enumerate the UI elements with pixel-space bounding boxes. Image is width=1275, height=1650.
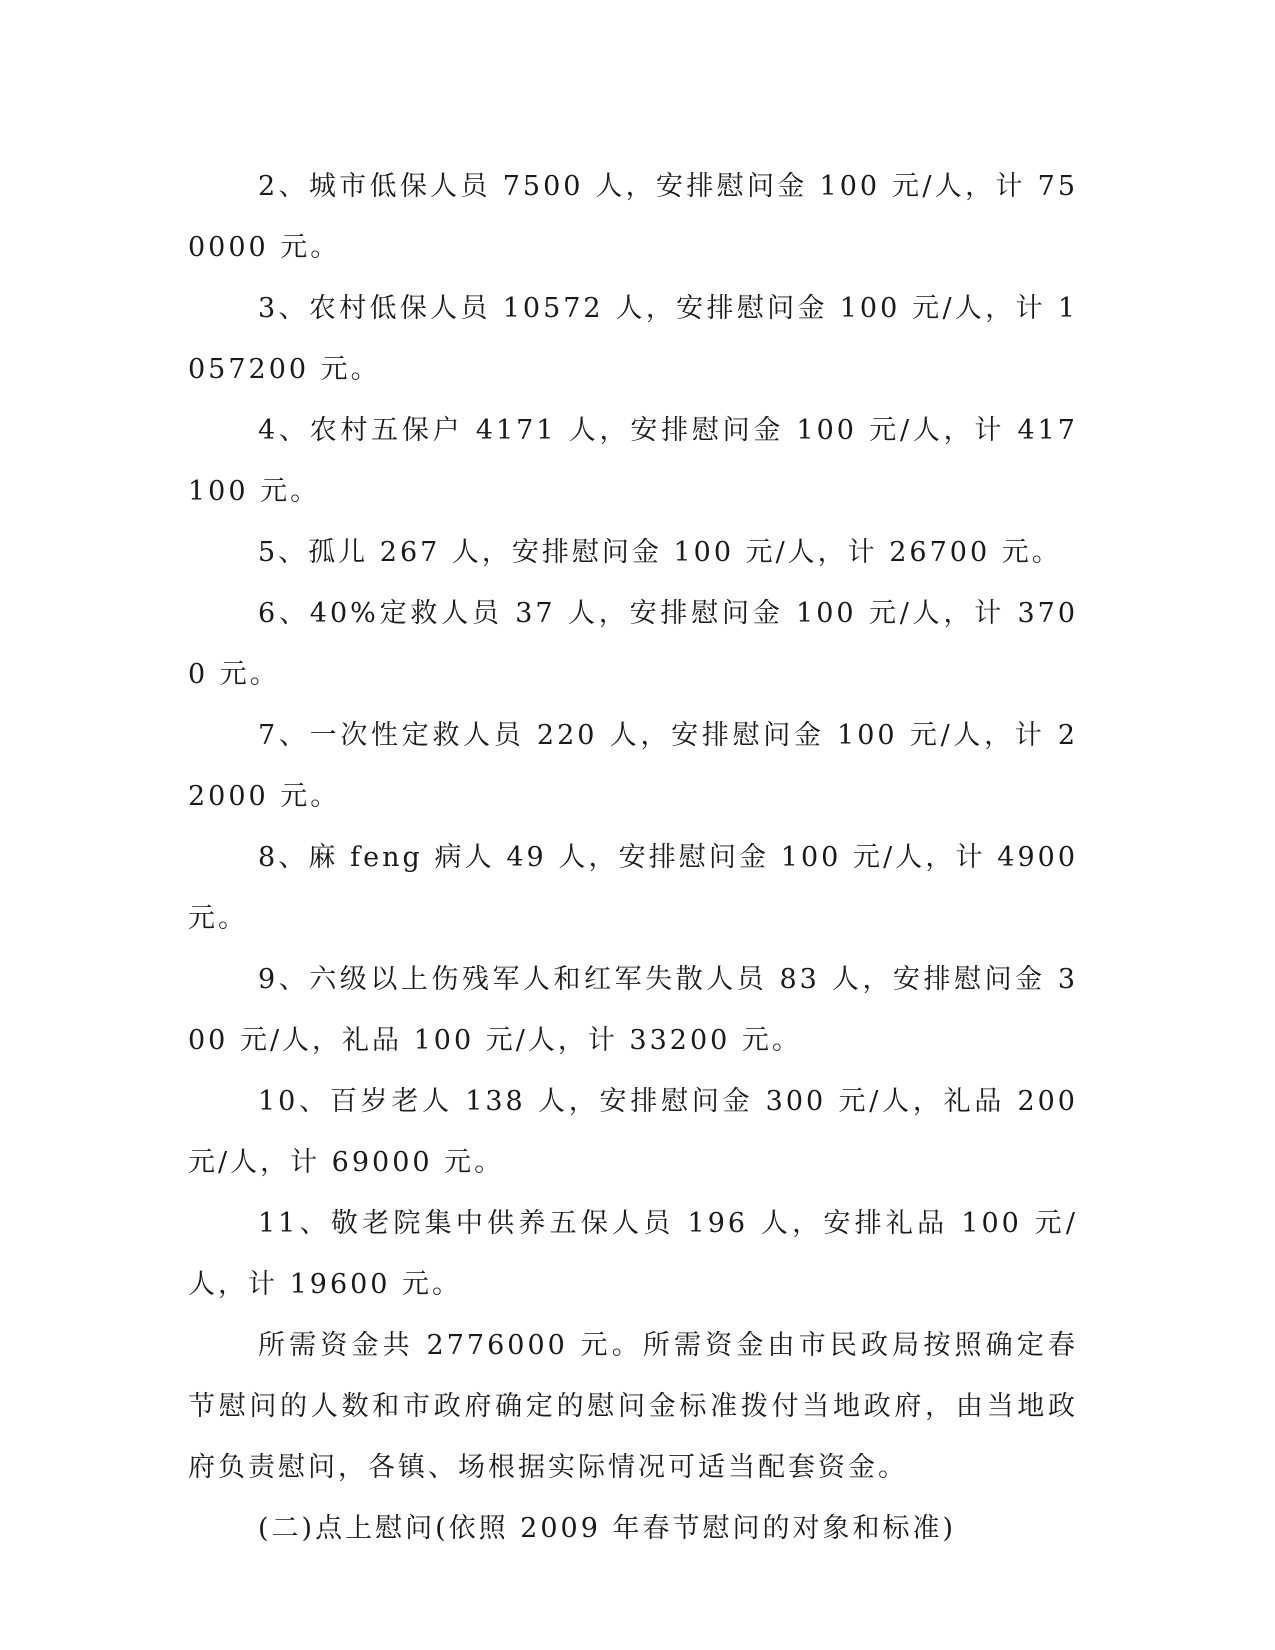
paragraph-item-10: 10、百岁老人 138 人，安排慰问金 300 元/人，礼品 200 元/人，计 69000 元。	[188, 1086, 1078, 1178]
paragraph-section-heading: (二)点上慰问(依照 2009 年春节慰问的对象和标准)	[258, 1513, 957, 1544]
paragraph-item-11: 11、敬老院集中供养五保人员 196 人，安排礼品 100 元/人，计 19600 元。	[188, 1208, 1078, 1300]
paragraph-item-3: 3、农村低保人员 10572 人，安排慰问金 100 元/人，计 1057200 元。	[188, 293, 1078, 385]
document-body	[188, 156, 1078, 1559]
paragraph-funding-summary: 所需资金共 2776000 元。所需资金由市民政局按照确定春节慰问的人数和市政府确定的慰问金标准拨付当地政府，由当地政府负责慰问，各镇、场根据实际情况可适当配套资金。	[188, 1330, 1078, 1483]
paragraph-item-2: 2、城市低保人员 7500 人，安排慰问金 100 元/人，计 750000 元。	[188, 171, 1078, 263]
paragraph-item-9: 9、六级以上伤残军人和红军失散人员 83 人，安排慰问金 300 元/人，礼品 100 元/人，计 33200 元。	[188, 964, 1078, 1056]
paragraph-item-4: 4、农村五保户 4171 人，安排慰问金 100 元/人，计 417100 元。	[188, 415, 1078, 507]
paragraph-item-6: 6、40%定救人员 37 人，安排慰问金 100 元/人，计 3700 元。	[188, 598, 1078, 690]
paragraph-item-5: 5、孤儿 267 人，安排慰问金 100 元/人，计 26700 元。	[258, 537, 1062, 568]
paragraph-item-7: 7、一次性定救人员 220 人，安排慰问金 100 元/人，计 22000 元。	[188, 720, 1078, 812]
paragraph-item-8: 8、麻 feng 病人 49 人，安排慰问金 100 元/人，计 4900 元。	[188, 842, 1078, 934]
